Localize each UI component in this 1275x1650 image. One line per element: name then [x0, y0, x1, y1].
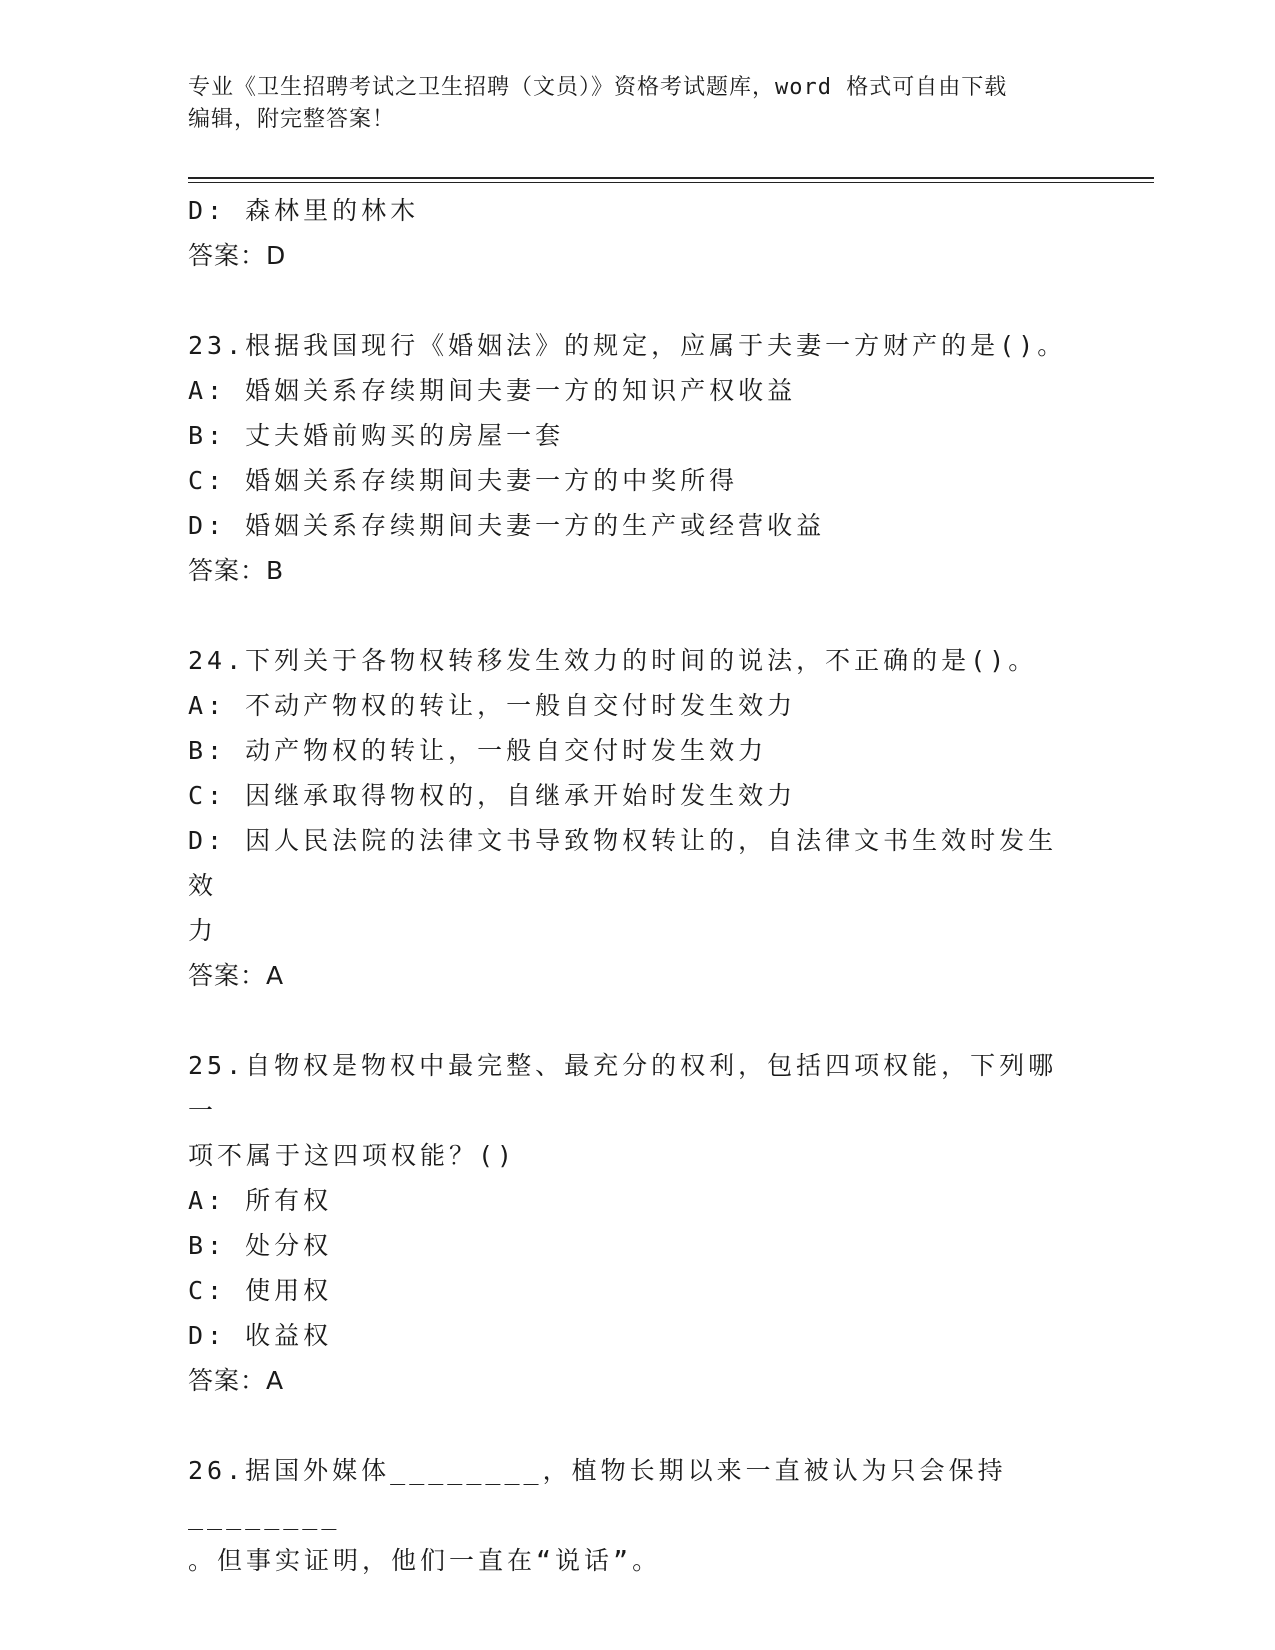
answer: 答案：A	[188, 1366, 285, 1395]
option-a: A: 婚姻关系存续期间夫妻一方的知识产权收益	[188, 376, 797, 405]
document-body	[188, 188, 1068, 1583]
previous-answer: 答案：D	[188, 241, 287, 270]
header-line-1: 专业《卫生招聘考试之卫生招聘（文员）》资格考试题库，word 格式可自由下载	[188, 75, 1008, 100]
option-a: A: 不动产物权的转让，一般自交付时发生效力	[188, 691, 797, 720]
question-stem: 24.下列关于各物权转移发生效力的时间的说法，不正确的是()。	[188, 646, 1038, 675]
spacer	[188, 1403, 1068, 1448]
header-line-2: 编辑，附完整答案！	[188, 107, 396, 132]
option-c: C: 使用权	[188, 1276, 333, 1305]
option-c: C: 因继承取得物权的，自继承开始时发生效力	[188, 781, 797, 810]
document-header	[188, 72, 1068, 136]
question-stem-continued: 项不属于这四项权能？()	[188, 1141, 517, 1170]
header-rule-thick	[188, 177, 1154, 179]
question-block-26	[188, 1448, 1068, 1583]
answer: 答案：A	[188, 961, 285, 990]
header-rule-thin	[188, 182, 1154, 183]
answer: 答案：B	[188, 556, 285, 585]
question-block-25	[188, 1043, 1068, 1403]
question-stem: 25.自物权是物权中最完整、最充分的权利，包括四项权能，下列哪一	[188, 1051, 1058, 1125]
spacer	[188, 593, 1068, 638]
question-block-24	[188, 638, 1068, 998]
question-stem: 23.根据我国现行《婚姻法》的规定，应属于夫妻一方财产的是()。	[188, 331, 1067, 360]
option-b: B: 处分权	[188, 1231, 333, 1260]
option-d: D: 收益权	[188, 1321, 333, 1350]
option-d: D: 婚姻关系存续期间夫妻一方的生产或经营收益	[188, 511, 826, 540]
option-a: A: 所有权	[188, 1186, 333, 1215]
spacer	[188, 278, 1068, 323]
option-b: B: 动产物权的转让，一般自交付时发生效力	[188, 736, 768, 765]
option-d: D: 因人民法院的法律文书导致物权转让的，自法律文书生效时发生效	[188, 826, 1058, 900]
spacer	[188, 998, 1068, 1043]
question-block-23	[188, 323, 1068, 593]
previous-option-d: D: 森林里的林木	[188, 196, 420, 225]
option-b: B: 丈夫婚前购买的房屋一套	[188, 421, 565, 450]
option-d-continued: 力	[188, 916, 218, 945]
option-c: C: 婚姻关系存续期间夫妻一方的中奖所得	[188, 466, 739, 495]
question-stem-continued: 。但事实证明，他们一直在“说话”。	[188, 1546, 662, 1575]
question-stem: 26.据国外媒体________，植物长期以来一直被认为只会保持________	[188, 1456, 1007, 1530]
